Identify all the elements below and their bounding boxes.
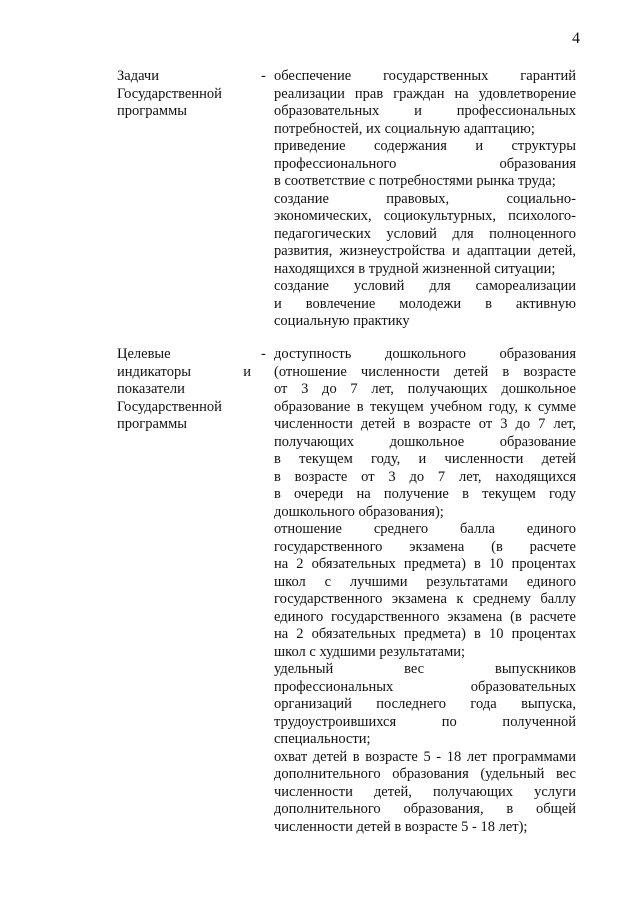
label-line: Государственной <box>117 85 222 102</box>
body-line: экономических, социокультурных, психолого- <box>274 208 576 224</box>
page-number: 4 <box>572 30 580 47</box>
label-line: Государственной <box>117 398 222 415</box>
body-line: от 3 до 7 лет, получающих дошкольное <box>274 381 576 397</box>
body-line: численности детей в возрасте от 3 до 7 лет, <box>274 416 576 432</box>
label-line: индикаторы и <box>117 363 251 380</box>
dash-separator: - <box>261 68 266 84</box>
body-line: приведение содержания и структуры <box>274 138 576 154</box>
body-line: доступность дошкольного образования <box>274 346 576 362</box>
body-line: организаций последнего года выпуска, <box>274 696 576 712</box>
body-line: школ с лучшими результатами единого <box>274 573 576 590</box>
body-line: дошкольного образования); <box>274 503 444 520</box>
body-line: профессионального образования <box>274 155 576 172</box>
body-line: социальную практику <box>274 313 410 329</box>
body-line: образование в текущем учебном году, к сумме <box>274 398 576 415</box>
label-line: Целевые <box>117 346 171 362</box>
body-line: создание условий для самореализации <box>274 278 576 294</box>
body-line: (отношение численности детей в возрасте <box>274 363 576 380</box>
body-line: государственного экзамена (в расчете <box>274 538 576 555</box>
label-line: программы <box>117 416 187 432</box>
body-line: обеспечение государственных гарантий <box>274 68 576 84</box>
body-line: и вовлечение молодежи в активную <box>274 295 576 312</box>
body-line: образовательных и профессиональных <box>274 103 576 119</box>
body-line: численности детей, получающих услуги <box>274 783 576 800</box>
body-line: педагогических условий для полноценного <box>274 225 576 242</box>
body-line: государственного экзамена к среднему баллу <box>274 591 576 607</box>
body-line: единого государственного экзамена (в расчете <box>274 608 576 625</box>
body-line: находящихся в трудной жизненной ситуации; <box>274 260 556 277</box>
body-line: удельный вес выпускников <box>274 661 576 677</box>
section-body <box>274 68 576 331</box>
body-line: получающих дошкольное образование <box>274 433 576 450</box>
section-body <box>274 346 576 836</box>
body-line: профессиональных образовательных <box>274 678 576 695</box>
body-line: отношение среднего балла единого <box>274 521 576 537</box>
label-line: программы <box>117 103 187 119</box>
label-line: Задачи <box>117 68 159 84</box>
body-line: дополнительного образования (удельный вес <box>274 766 576 782</box>
body-line: в возрасте от 3 до 7 лет, находящихся <box>274 468 576 485</box>
body-line: специальности; <box>274 731 371 747</box>
body-line: в текущем году, и численности детей <box>274 451 576 467</box>
body-line: численности детей в возрасте 5 - 18 лет); <box>274 818 528 835</box>
body-line: дополнительного образования, в общей <box>274 801 576 817</box>
dash-separator: - <box>261 346 266 362</box>
body-line: развития, жизнеустройства и адаптации детей, <box>274 243 576 259</box>
body-line: на 2 обязательных предмета) в 10 процентах <box>274 626 576 642</box>
body-line: потребностей, их социальную адаптацию; <box>274 120 535 137</box>
body-line: школ с худшими результатами; <box>274 643 466 660</box>
body-line: трудоустроившихся по полученной <box>274 713 576 730</box>
body-line: охват детей в возрасте 5 - 18 лет программами <box>274 748 576 765</box>
body-line: в соответствие с потребностями рынка труда; <box>274 173 556 189</box>
body-line: реализации прав граждан на удовлетворение <box>274 85 576 102</box>
body-line: на 2 обязательных предмета) в 10 процентах <box>274 556 576 572</box>
body-line: в очереди на получение в текущем году <box>274 486 576 502</box>
label-line: показатели <box>117 381 185 397</box>
body-line: создание правовых, социально- <box>274 190 576 207</box>
section-label <box>117 68 267 121</box>
section-label <box>117 346 267 434</box>
